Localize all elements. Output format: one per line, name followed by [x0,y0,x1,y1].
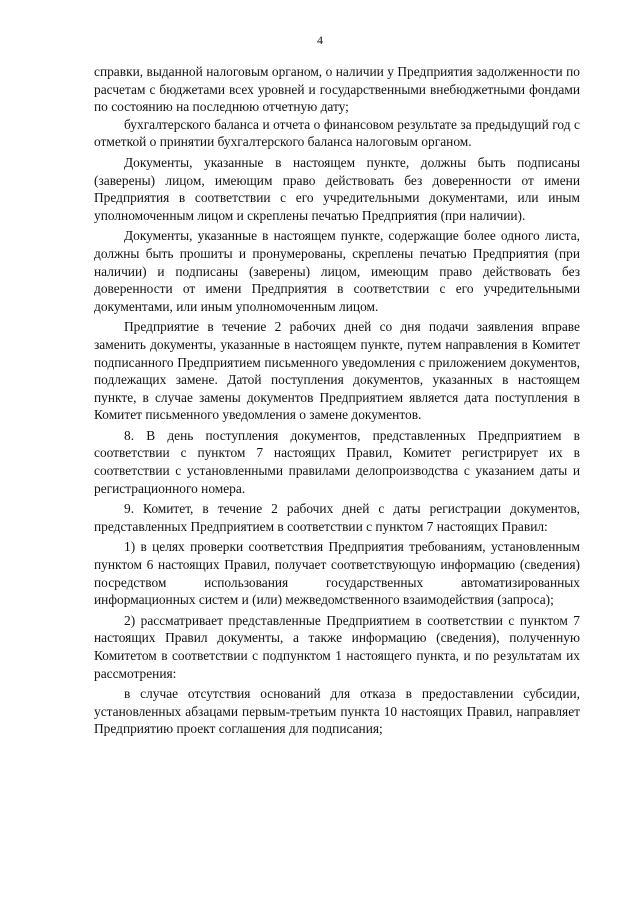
paragraph-clause-9-item-2: 2) рассматривает представленные Предприятием в соответствии с пунктом 7 настоящих Правил документы, а также информацию (сведения), полученную Комитетом в соответствии с подпунктом 1 настоящего пункта, и по результатам их рассмотрения: [94,612,580,681]
paragraph-clause-8: 8. В день поступления документов, представленных Предприятием в соответствии с пунктом 7 настоящих Правил, Комитет регистрирует их в соответствии с установленными правилами делопроизводства с указанием даты и регистрационного номера. [94,427,580,496]
paragraph-accounting-balance: бухгалтерского баланса и отчета о финансовом результате за предыдущий год с отметкой о принятии бухгалтерского баланса налоговым органом. [94,116,580,150]
document-body [94,63,580,738]
paragraph-documents-bound: Документы, указанные в настоящем пункте, содержащие более одного листа, должны быть прошиты и пронумерованы, скреплены печатью Предприятия (при наличии) и подписаны (заверены) лицом, имеющим право действовать без доверенности от имени Предприятия в соответствии с его учредительными документами, или иным уполномоченным лицом. [94,228,580,314]
paragraph-documents-signed: Документы, указанные в настоящем пункте, должны быть подписаны (заверены) лицом, имеющим право действовать без доверенности от имени Предприятия в соответствии с его учредительными документами, или иным уполномоченным лицом и скреплены печатью Предприятия (при наличии). [94,154,580,223]
paragraph-no-refusal-grounds: в случае отсутствия оснований для отказа в предоставлении субсидии, установленных абзацами первым-третьим пункта 10 настоящих Правил, направляет Предприятию проект соглашения для подписания; [94,686,580,737]
paragraph-document-replacement: Предприятие в течение 2 рабочих дней со дня подачи заявления вправе заменить документы, указанные в настоящем пункте, путем направления в Комитет подписанного Предприятием письменного уведомления с приложением документов, подлежащих замене. Датой поступления документов, указанных в настоящем пункте, в случае замены документов Предприятием является дата поступления в Комитет письменного уведомления о замене документов. [94,319,580,423]
paragraph-clause-9: 9. Комитет, в течение 2 рабочих дней с даты регистрации документов, представленных Предприятием в соответствии с пунктом 7 настоящих Правил: [94,501,580,534]
page-number: 4 [317,33,323,47]
paragraph-certificate-tax-debt: справки, выданной налоговым органом, о наличии у Предприятия задолженности по расчетам с бюджетами всех уровней и государственными внебюджетными фондами по состоянию на последнюю отчетную дату; [94,64,580,115]
paragraph-clause-9-item-1: 1) в целях проверки соответствия Предприятия требованиям, установленным пунктом 6 настоящих Правил, получает соответствующую информацию (сведения) посредством использования государственных автоматизированных информационных систем и (или) межведомственного взаимодействия (запроса); [94,539,580,608]
